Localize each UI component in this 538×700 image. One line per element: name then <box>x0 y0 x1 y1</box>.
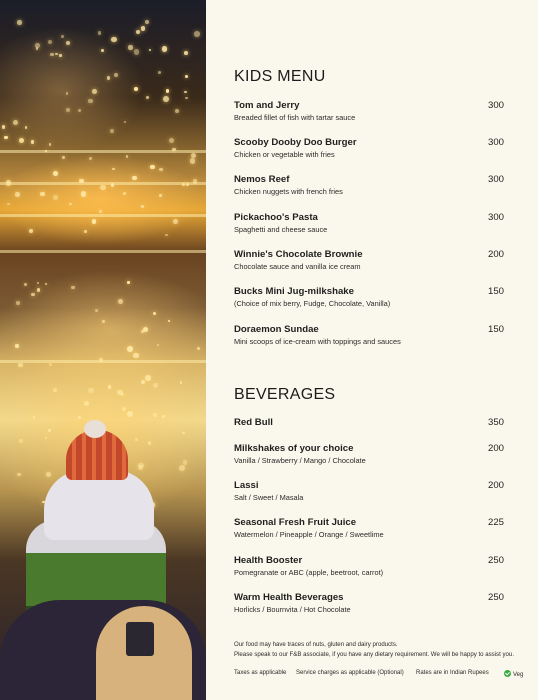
item-name: Lassi <box>234 480 259 491</box>
item-description: Vanilla / Strawberry / Mango / Chocolate <box>234 456 366 465</box>
veg-label: Veg <box>513 672 524 678</box>
menu-item <box>234 212 504 235</box>
item-description: Chicken nuggets with french fries <box>234 187 343 196</box>
item-name: Tom and Jerry <box>234 100 300 111</box>
item-description: (Choice of mix berry, Fudge, Chocolate, Vanilla) <box>234 299 391 308</box>
item-price: 300 <box>487 100 504 111</box>
item-price: 250 <box>487 592 504 603</box>
rates-note: Rates are in Indian Rupees <box>416 670 489 676</box>
item-price: 250 <box>487 555 504 566</box>
item-name: Nemos Reef <box>234 174 290 185</box>
item-name: Health Booster <box>234 555 303 566</box>
menu-item <box>234 517 504 540</box>
menu-item <box>234 249 504 272</box>
item-name: Scooby Dooby Doo Burger <box>234 137 357 148</box>
item-price: 350 <box>487 417 504 428</box>
menu-panel <box>206 0 538 700</box>
menu-item <box>234 286 504 309</box>
item-description: Mini scoops of ice-cream with toppings and sauces <box>234 337 401 346</box>
item-price: 200 <box>487 443 504 454</box>
item-name: Seasonal Fresh Fruit Juice <box>234 517 357 528</box>
item-price: 300 <box>487 137 504 148</box>
item-name: Bucks Mini Jug-milkshake <box>234 286 354 297</box>
hero-photo <box>0 0 206 700</box>
veg-legend <box>504 670 523 678</box>
item-name: Doraemon Sundae <box>234 324 319 335</box>
item-name: Winnie's Chocolate Brownie <box>234 249 363 260</box>
menu-item <box>234 555 504 578</box>
item-description: Chocolate sauce and vanilla ice cream <box>234 262 361 271</box>
allergen-line: Our food may have traces of nuts, gluten and dairy products. <box>234 641 398 648</box>
taxes-note: Taxes as applicable <box>234 670 287 676</box>
allergen-note <box>234 640 530 660</box>
menu-item <box>234 174 504 197</box>
item-description: Breaded fillet of fish with tartar sauce <box>234 113 356 122</box>
item-price: 200 <box>487 249 504 260</box>
item-description: Pomegranate or ABC (apple, beetroot, carrot) <box>234 568 384 577</box>
beverages-title: BEVERAGES <box>234 386 336 403</box>
item-price: 225 <box>487 517 504 528</box>
menu-item <box>234 100 504 123</box>
service-charge-note: Service charges as applicable (Optional) <box>296 670 404 676</box>
item-name: Milkshakes of your choice <box>234 443 354 454</box>
item-description: Chicken or vegetable with fries <box>234 150 335 159</box>
item-description: Spaghetti and cheese sauce <box>234 225 328 234</box>
item-description: Watermelon / Pineapple / Orange / Sweetlime <box>234 530 384 539</box>
dietary-line: Please speak to our F&B associate, if you have any dietary requirement. We will be happy to assist you. <box>234 651 515 658</box>
item-name: Pickachoo's Pasta <box>234 212 318 223</box>
item-price: 300 <box>487 174 504 185</box>
item-description: Horlicks / Bournvita / Hot Chocolate <box>234 605 351 614</box>
kids-menu-title: KIDS MENU <box>234 68 326 85</box>
item-price: 200 <box>487 480 504 491</box>
item-price: 300 <box>487 212 504 223</box>
menu-item <box>234 137 504 160</box>
menu-item <box>234 417 504 429</box>
item-description: Salt / Sweet / Masala <box>234 493 304 502</box>
menu-item <box>234 443 504 466</box>
menu-item <box>234 480 504 503</box>
veg-icon <box>504 670 511 677</box>
item-price: 150 <box>487 286 504 297</box>
item-price: 150 <box>487 324 504 335</box>
menu-item <box>234 592 504 615</box>
menu-item <box>234 324 504 347</box>
item-name: Warm Health Beverages <box>234 592 344 603</box>
item-name: Red Bull <box>234 417 273 428</box>
